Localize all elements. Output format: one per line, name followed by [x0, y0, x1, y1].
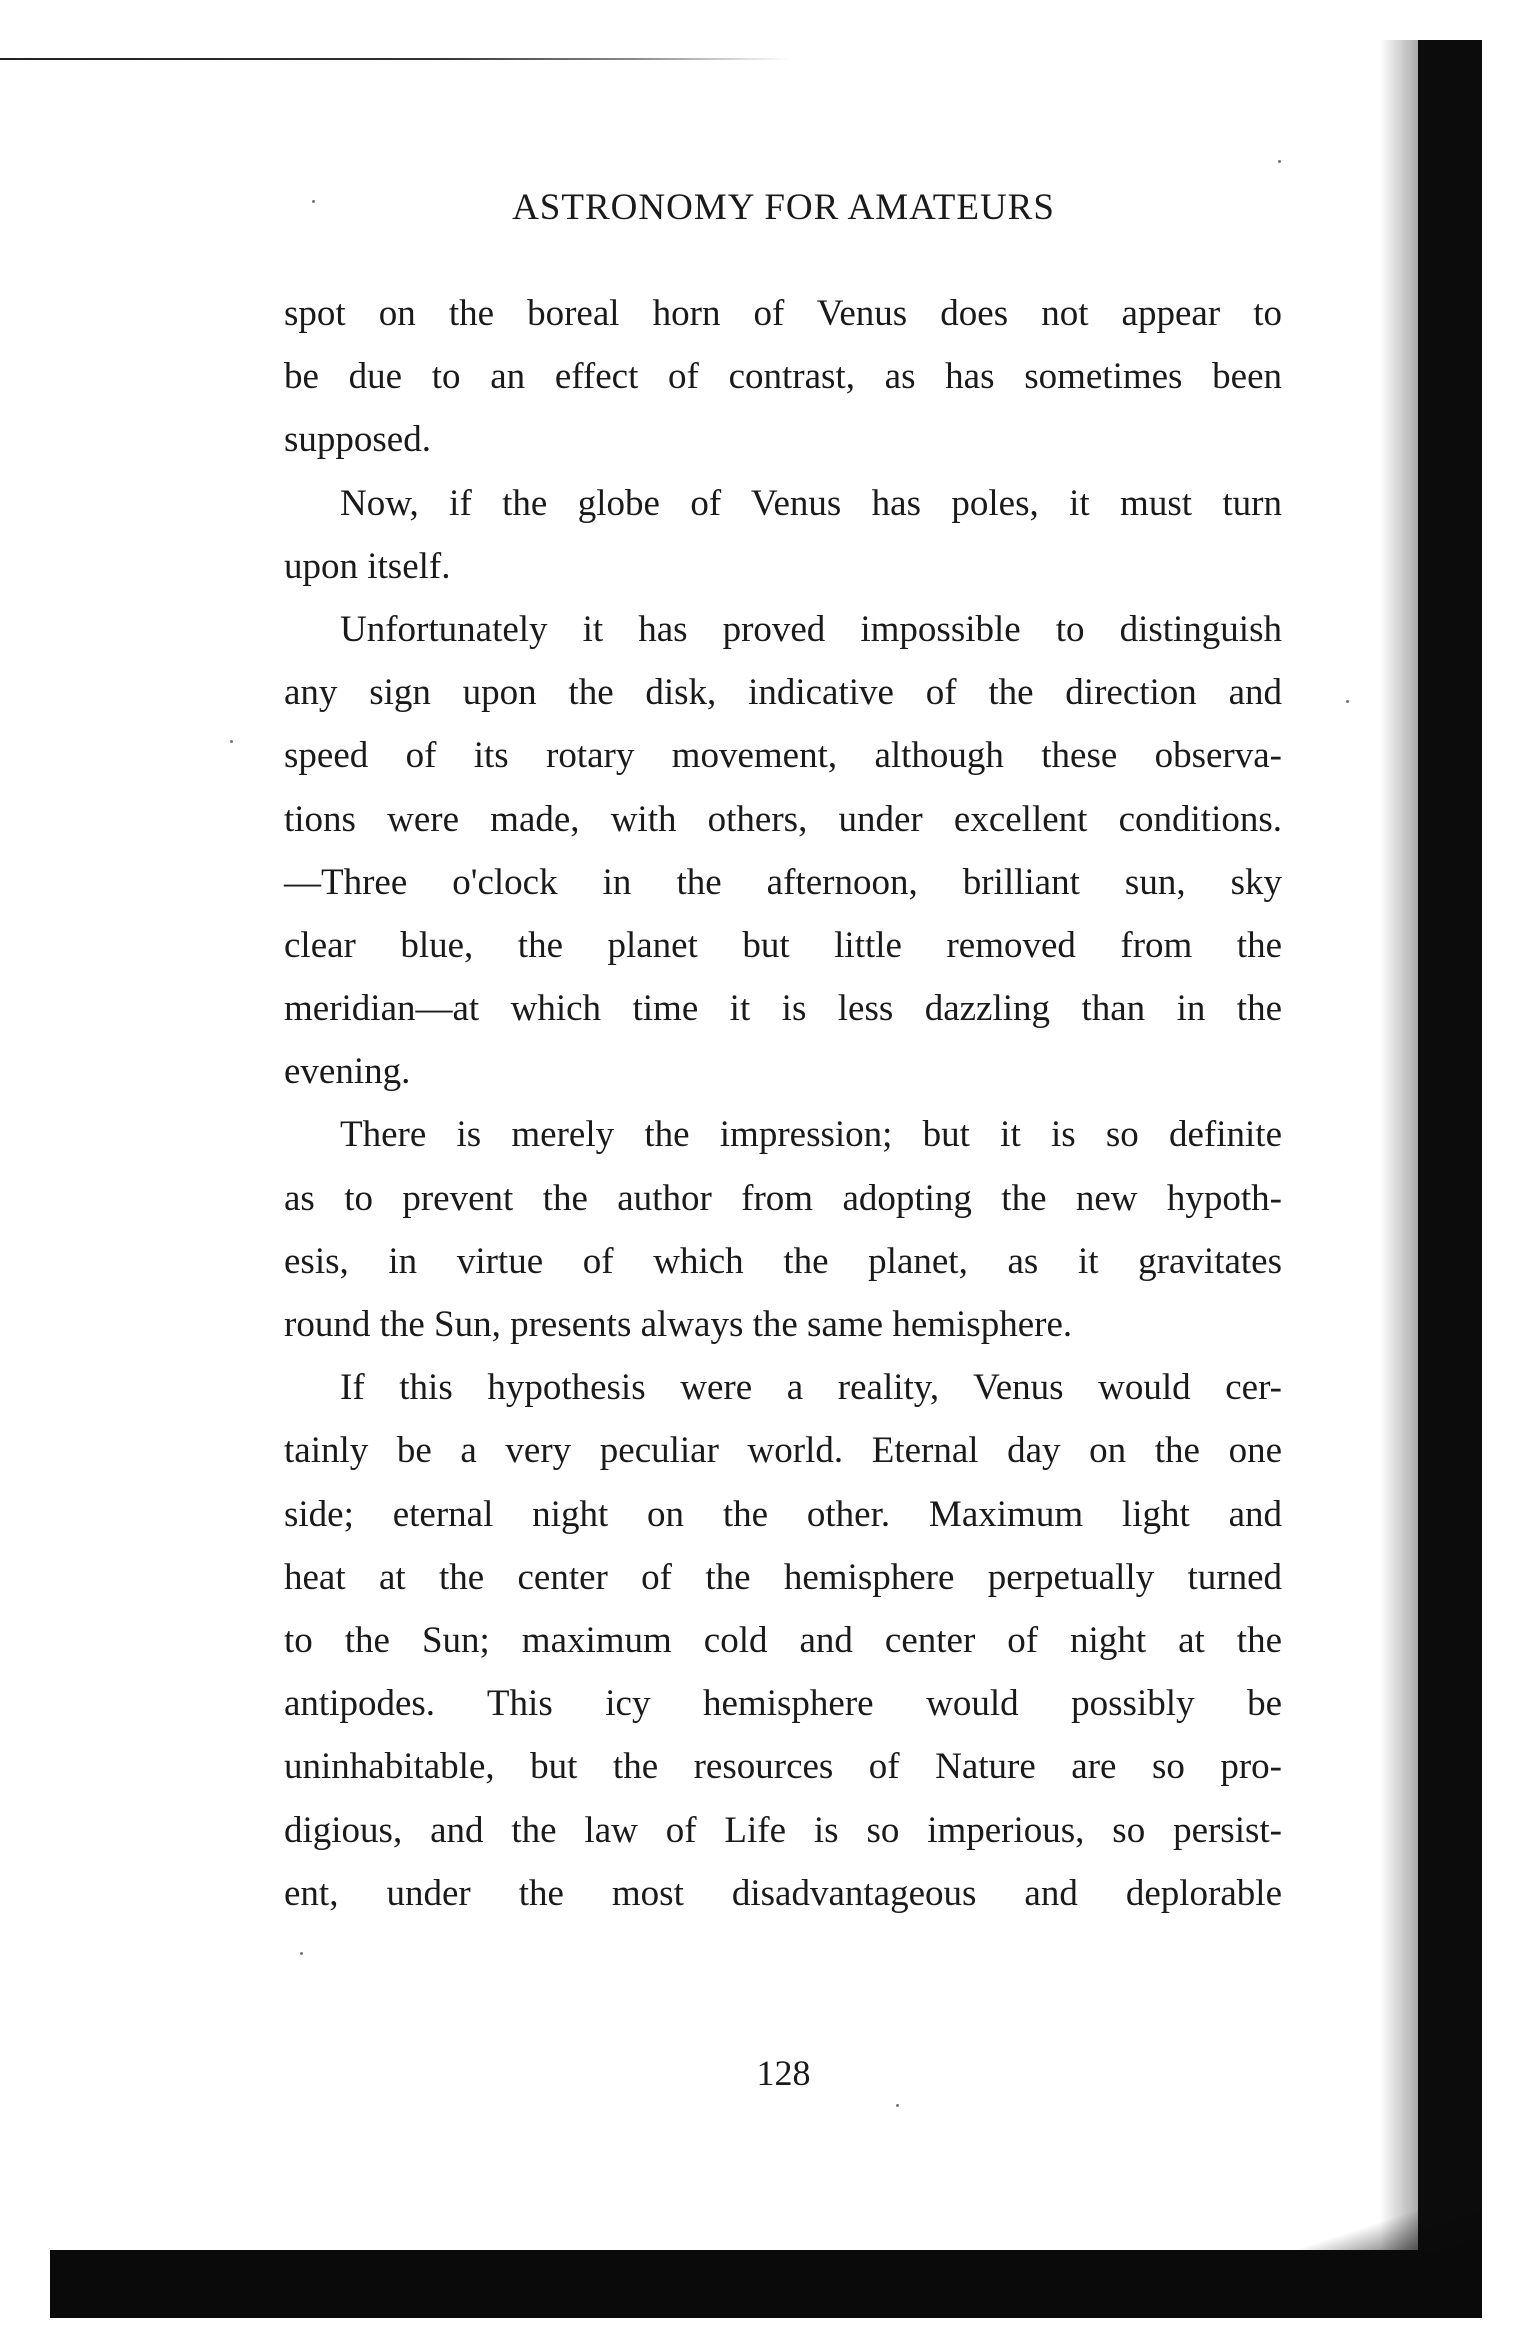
- text-line: —Three o'clock in the afternoon, brilliant sun, sky: [284, 861, 1282, 903]
- text-line: meridian—at which time it is less dazzling than in the: [284, 988, 1282, 1030]
- text-line: esis, in virtue of which the planet, as it gravitates: [284, 1240, 1282, 1282]
- text-line: Unfortunately it has proved impossible to distinguish: [340, 608, 1282, 650]
- text-line: round the Sun, presents always the same hemisphere.: [284, 1304, 1073, 1345]
- scan-bottom-edge: [50, 2250, 1482, 2318]
- text-line: tions were made, with others, under excellent conditions.: [284, 798, 1282, 840]
- scan-speck: [230, 740, 233, 743]
- text-line: to the Sun; maximum cold and center of night at the: [284, 1619, 1282, 1661]
- text-line: side; eternal night on the other. Maximum light and: [284, 1493, 1282, 1535]
- text-line: upon itself.: [284, 545, 451, 587]
- text-line: Now, if the globe of Venus has poles, it must turn: [340, 482, 1282, 524]
- text-line: evening.: [284, 1051, 411, 1093]
- page-number: 128: [756, 2053, 811, 2093]
- text-line: ent, under the most disadvantageous and deplorable: [284, 1872, 1282, 1914]
- text-line: spot on the boreal horn of Venus does not appear to: [284, 293, 1282, 334]
- text-line: digious, and the law of Life is so imperious, so persist-: [284, 1809, 1282, 1851]
- text-line: as to prevent the author from adopting the new hypoth-: [284, 1177, 1282, 1219]
- text-line: be due to an effect of contrast, as has sometimes been: [284, 356, 1282, 398]
- text-line: tainly be a very peculiar world. Eternal day on the one: [284, 1430, 1282, 1472]
- text-line: clear blue, the planet but little removed from the: [284, 924, 1282, 966]
- text-line: speed of its rotary movement, although these observa-: [284, 735, 1282, 777]
- text-line: any sign upon the disk, indicative of the direction and: [284, 672, 1282, 714]
- text-line: uninhabitable, but the resources of Nature are so pro-: [284, 1746, 1282, 1788]
- text-line: heat at the center of the hemisphere perpetually turned: [284, 1556, 1282, 1598]
- scan-speck: [300, 1952, 303, 1955]
- body-text: [284, 282, 1282, 1925]
- text-line: If this hypothesis were a reality, Venus would cer-: [340, 1367, 1282, 1409]
- scan-top-rule: [0, 58, 790, 60]
- scan-speck: [896, 2104, 899, 2107]
- scan-speck: [1346, 700, 1349, 703]
- scan-right-edge: [1418, 40, 1482, 2250]
- running-head: ASTRONOMY FOR AMATEURS: [512, 187, 1055, 228]
- text-line: supposed.: [284, 419, 431, 461]
- scan-speck: [1278, 160, 1281, 163]
- text-line: antipodes. This icy hemisphere would possibly be: [284, 1683, 1282, 1725]
- text-line: There is merely the impression; but it is so definite: [340, 1114, 1282, 1156]
- scan-right-shadow: [1380, 40, 1420, 2250]
